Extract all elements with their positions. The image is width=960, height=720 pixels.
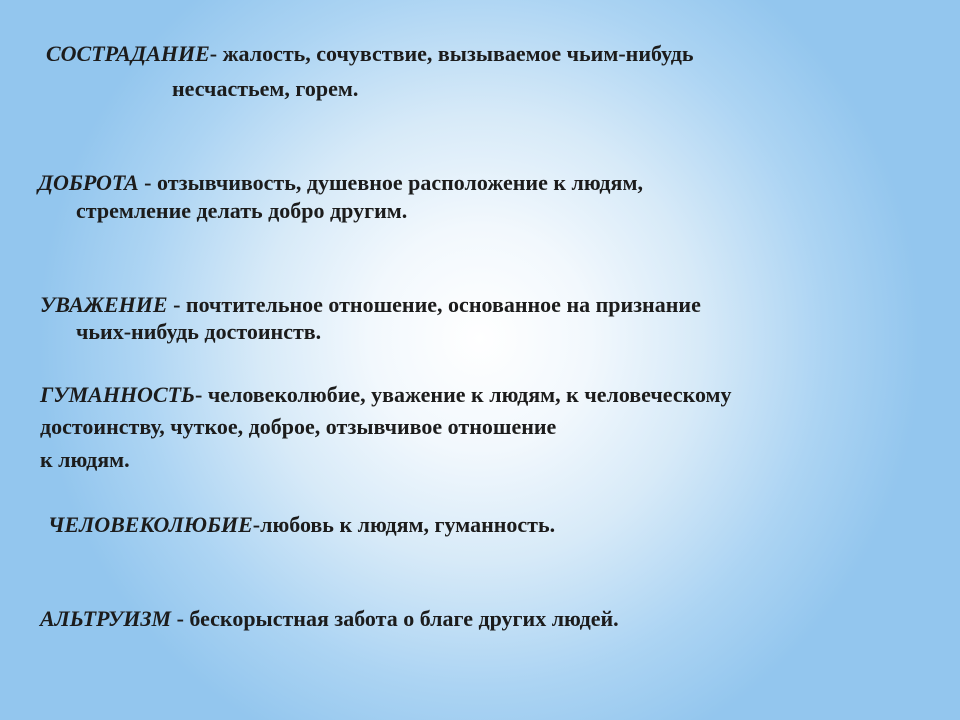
- definition-philanthropy: [48, 514, 555, 536]
- definition-altruism: [40, 608, 619, 630]
- definition-text: - жалость, сочувствие, вызываемое чьим-нибудь: [209, 41, 694, 66]
- term: ЧЕЛОВЕКОЛЮБИЕ: [48, 512, 253, 537]
- definition-text: - почтительное отношение, основанное на признание: [167, 292, 701, 317]
- definition-humanity-continued: достоинству, чуткое, доброе, отзывчивое отношение: [40, 414, 557, 439]
- term: АЛЬТРУИЗМ: [40, 606, 172, 631]
- definition-humanity-continued: к людям.: [40, 447, 130, 472]
- term: ДОБРОТА: [38, 170, 139, 195]
- definition-text: - бескорыстная забота о благе других людей.: [171, 606, 619, 631]
- term: УВАЖЕНИЕ: [40, 292, 168, 317]
- definition-humanity: [40, 384, 732, 406]
- definition-text: -любовь к людям, гуманность.: [252, 512, 556, 537]
- definition-kindness-continued: стремление делать добро другим.: [76, 198, 408, 223]
- definition-respect: [40, 294, 701, 316]
- term: ГУМАННОСТЬ: [40, 382, 195, 407]
- definition-compassion: [46, 43, 694, 65]
- definition-text: - отзывчивость, душевное расположение к людям,: [138, 170, 643, 195]
- definition-kindness: [38, 172, 643, 194]
- definition-compassion-continued: несчастьем, горем.: [172, 76, 359, 101]
- definition-respect-continued: чьих-нибудь достоинств.: [76, 319, 322, 344]
- term: СОСТРАДАНИЕ: [46, 41, 210, 66]
- definition-text: - человеколюбие, уважение к людям, к человеческому: [195, 382, 732, 407]
